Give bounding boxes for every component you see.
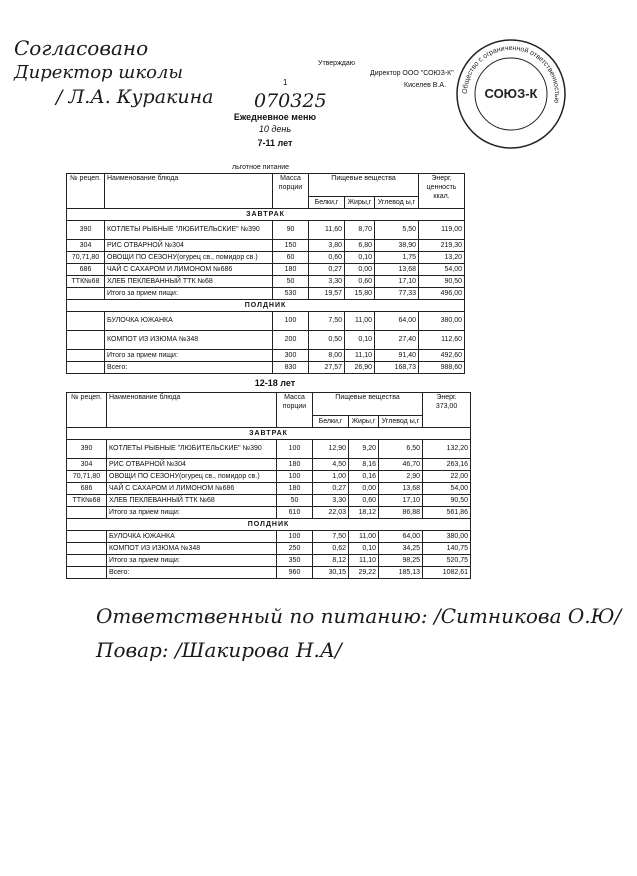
total-carbs: 91,40: [375, 350, 419, 362]
dish-name: ХЛЕБ ПЕКЛЕВАННЫЙ ТТК №68: [105, 276, 273, 288]
recipe-number: ТТК№68: [67, 495, 107, 507]
col-header-energy: Энерг. ценность ккал.: [419, 174, 465, 209]
table-row: [67, 312, 465, 331]
proteins-value: 7,50: [313, 531, 349, 543]
total-carbs: 86,88: [379, 507, 423, 519]
col-header-recipe: № рецеп.: [67, 393, 107, 428]
age-group-1: 7-11 лет: [257, 138, 293, 148]
portion-mass: 200: [273, 331, 309, 350]
recipe-number: [67, 543, 107, 555]
menu-subheading: льготное питание: [232, 164, 290, 171]
table-row: [67, 459, 471, 471]
total-proteins: 19,57: [309, 288, 345, 300]
header-row: [67, 174, 465, 197]
approve-label: Утверждаю: [318, 60, 355, 67]
document-number: 070325: [254, 90, 327, 112]
portion-mass: 180: [277, 483, 313, 495]
total-energy: 492,60: [419, 350, 465, 362]
proteins-value: 12,90: [313, 440, 349, 459]
portion-mass: 50: [277, 495, 313, 507]
total-mass: 610: [277, 507, 313, 519]
total-blank: [67, 362, 105, 374]
stamp-center-text: СОЮЗ-К: [484, 86, 538, 101]
col-header-carbs: Углевод ы,г: [379, 416, 423, 428]
total-fats: 26,90: [345, 362, 375, 374]
total-energy: 561,86: [423, 507, 471, 519]
carbs-value: 13,68: [379, 483, 423, 495]
fats-value: 0,60: [345, 276, 375, 288]
carbs-value: 64,00: [379, 531, 423, 543]
energy-value: 13,20: [419, 252, 465, 264]
total-fats: 15,80: [345, 288, 375, 300]
recipe-number: ТТК№68: [67, 276, 105, 288]
table-row: [67, 471, 471, 483]
proteins-value: 4,50: [313, 459, 349, 471]
proteins-value: 0,62: [313, 543, 349, 555]
recipe-number: 390: [67, 440, 107, 459]
dish-name: ОВОЩИ ПО СЕЗОНУ(огурец св., помидор св.): [107, 471, 277, 483]
header-row: [67, 393, 471, 416]
menu-title: Ежедневное меню: [233, 112, 317, 122]
table-row: [67, 264, 465, 276]
energy-value: 90,50: [423, 495, 471, 507]
total-blank: [67, 288, 105, 300]
signature-responsible: Ответственный по питанию: /Ситникова О.Ю/: [96, 604, 622, 628]
recipe-number: [67, 531, 107, 543]
col-header-mass: Масса порции: [277, 393, 313, 428]
energy-value: 119,00: [419, 221, 465, 240]
dish-name: РИС ОТВАРНОЙ №304: [107, 459, 277, 471]
dish-name: ХЛЕБ ПЕКЛЕВАННЫЙ ТТК №68: [107, 495, 277, 507]
table-row: [67, 276, 465, 288]
recipe-number: 304: [67, 459, 107, 471]
proteins-value: 3,30: [309, 276, 345, 288]
dish-name: БУЛОЧКА ЮЖАНКА: [105, 312, 273, 331]
portion-mass: 180: [273, 264, 309, 276]
portion-mass: 180: [277, 459, 313, 471]
carbs-value: 38,90: [375, 240, 419, 252]
carbs-value: 6,50: [379, 440, 423, 459]
energy-value: 263,16: [423, 459, 471, 471]
table-row: [67, 252, 465, 264]
fats-value: 0,10: [345, 252, 375, 264]
proteins-value: 1,00: [313, 471, 349, 483]
table-row: [67, 440, 471, 459]
proteins-value: 3,80: [309, 240, 345, 252]
carbs-value: 27,40: [375, 331, 419, 350]
dish-name: КОМПОТ ИЗ ИЗЮМА №348: [107, 543, 277, 555]
table-row: [67, 331, 465, 350]
col-header-energy: Энерг. 373,00: [423, 393, 471, 428]
grand-total-row: [67, 362, 465, 374]
total-proteins: 8,00: [309, 350, 345, 362]
section-breakfast: [67, 209, 465, 221]
signature-cook: Повар: /Шакирова Н.А/: [96, 638, 342, 662]
table-row: [67, 221, 465, 240]
total-label: Всего:: [105, 362, 273, 374]
energy-value: 112,60: [419, 331, 465, 350]
total-proteins: 22,03: [313, 507, 349, 519]
menu-table-7-11: [66, 173, 465, 374]
section-breakfast: [67, 428, 471, 440]
recipe-number: [67, 312, 105, 331]
fats-value: 0,16: [349, 471, 379, 483]
energy-value: 132,20: [423, 440, 471, 459]
recipe-number: 304: [67, 240, 105, 252]
portion-mass: 50: [273, 276, 309, 288]
portion-mass: 250: [277, 543, 313, 555]
total-label: Итого за прием пищи:: [107, 555, 277, 567]
total-fats: 29,22: [349, 567, 379, 579]
total-carbs: 185,13: [379, 567, 423, 579]
section-snack-label: ПОЛДНИК: [67, 300, 465, 312]
total-mass: 960: [277, 567, 313, 579]
section-breakfast-label: ЗАВТРАК: [67, 209, 465, 221]
fats-value: 8,70: [345, 221, 375, 240]
total-fats: 18,12: [349, 507, 379, 519]
portion-mass: 60: [273, 252, 309, 264]
recipe-number: 686: [67, 264, 105, 276]
total-blank: [67, 555, 107, 567]
energy-value: 54,00: [423, 483, 471, 495]
col-header-dish: Наименование блюда: [107, 393, 277, 428]
total-blank: [67, 350, 105, 362]
col-header-recipe: № рецеп.: [67, 174, 105, 209]
col-header-nutrients: Пищевые вещества: [309, 174, 419, 197]
table-row: [67, 531, 471, 543]
col-header-fats: Жиры,г: [345, 197, 375, 209]
snack-total-row: [67, 350, 465, 362]
total-mass: 300: [273, 350, 309, 362]
menu-table-12-18: [66, 392, 471, 579]
fats-value: 0,00: [349, 483, 379, 495]
total-proteins: 8,12: [313, 555, 349, 567]
total-carbs: 77,33: [375, 288, 419, 300]
total-blank: [67, 567, 107, 579]
total-mass: 350: [277, 555, 313, 567]
dish-name: ЧАЙ С САХАРОМ И ЛИМОНОМ №686: [105, 264, 273, 276]
proteins-value: 0,50: [309, 331, 345, 350]
recipe-number: [67, 331, 105, 350]
total-energy: 496,00: [419, 288, 465, 300]
recipe-number: 390: [67, 221, 105, 240]
table-row: [67, 543, 471, 555]
fats-value: 11,00: [345, 312, 375, 331]
carbs-value: 13,68: [375, 264, 419, 276]
dish-name: ЧАЙ С САХАРОМ И ЛИМОНОМ №686: [107, 483, 277, 495]
snack-total-row: [67, 555, 471, 567]
dish-name: ОВОЩИ ПО СЕЗОНУ(огурец св., помидор св.): [105, 252, 273, 264]
proteins-value: 7,50: [309, 312, 345, 331]
proteins-value: 3,30: [313, 495, 349, 507]
col-header-fats: Жиры,г: [349, 416, 379, 428]
portion-mass: 150: [273, 240, 309, 252]
carbs-value: 64,00: [375, 312, 419, 331]
total-mass: 830: [273, 362, 309, 374]
col-header-proteins: Белки,г: [309, 197, 345, 209]
total-proteins: 30,15: [313, 567, 349, 579]
approve-name: Киселев В.А.: [404, 82, 447, 89]
recipe-number: 70,71,80: [67, 471, 107, 483]
dish-name: КОМПОТ ИЗ ИЗЮМА №348: [105, 331, 273, 350]
total-proteins: 27,57: [309, 362, 345, 374]
dish-name: КОТЛЕТЫ РЫБНЫЕ "ЛЮБИТЕЛЬСКИЕ" №390: [107, 440, 277, 459]
fats-value: 0,10: [345, 331, 375, 350]
carbs-value: 1,75: [375, 252, 419, 264]
carbs-value: 17,10: [379, 495, 423, 507]
fats-value: 6,80: [345, 240, 375, 252]
dish-name: БУЛОЧКА ЮЖАНКА: [107, 531, 277, 543]
age-group-2: 12-18 лет: [254, 378, 296, 388]
proteins-value: 0,60: [309, 252, 345, 264]
proteins-value: 0,27: [309, 264, 345, 276]
recipe-number: 70,71,80: [67, 252, 105, 264]
portion-mass: 100: [277, 531, 313, 543]
total-label: Итого за прием пищи:: [105, 350, 273, 362]
fats-value: 0,60: [349, 495, 379, 507]
col-header-proteins: Белки,г: [313, 416, 349, 428]
menu-day: 10 день: [258, 124, 292, 134]
total-mass: 530: [273, 288, 309, 300]
col-header-nutrients: Пищевые вещества: [313, 393, 423, 416]
approval-line-1: Согласовано: [14, 36, 149, 60]
total-energy: 1082,61: [423, 567, 471, 579]
total-fats: 11,10: [345, 350, 375, 362]
portion-mass: 100: [277, 440, 313, 459]
breakfast-total-row: [67, 288, 465, 300]
page-number: 1: [283, 78, 288, 87]
total-label: Итого за прием пищи:: [105, 288, 273, 300]
energy-value: 380,00: [423, 531, 471, 543]
energy-value: 140,75: [423, 543, 471, 555]
breakfast-total-row: [67, 507, 471, 519]
fats-value: 0,10: [349, 543, 379, 555]
col-header-carbs: Углевод ы,г: [375, 197, 419, 209]
carbs-value: 2,90: [379, 471, 423, 483]
table-row: [67, 240, 465, 252]
grand-total-row: [67, 567, 471, 579]
recipe-number: 686: [67, 483, 107, 495]
stamp-ring-text: Общество с ограниченной ответственностью: [461, 44, 561, 104]
dish-name: КОТЛЕТЫ РЫБНЫЕ "ЛЮБИТЕЛЬСКИЕ" №390: [105, 221, 273, 240]
portion-mass: 100: [273, 312, 309, 331]
energy-value: 54,00: [419, 264, 465, 276]
total-carbs: 98,25: [379, 555, 423, 567]
col-header-dish: Наименование блюда: [105, 174, 273, 209]
portion-mass: 100: [277, 471, 313, 483]
proteins-value: 11,60: [309, 221, 345, 240]
section-snack: [67, 519, 471, 531]
fats-value: 9,20: [349, 440, 379, 459]
fats-value: 0,00: [345, 264, 375, 276]
table-row: [67, 483, 471, 495]
dish-name: РИС ОТВАРНОЙ №304: [105, 240, 273, 252]
section-snack: [67, 300, 465, 312]
total-label: Итого за прием пищи:: [107, 507, 277, 519]
carbs-value: 17,10: [375, 276, 419, 288]
company-stamp: [455, 38, 567, 150]
table-row: [67, 495, 471, 507]
energy-value: 90,50: [419, 276, 465, 288]
col-header-mass: Масса порции: [273, 174, 309, 209]
total-fats: 11,10: [349, 555, 379, 567]
section-snack-label: ПОЛДНИК: [67, 519, 471, 531]
proteins-value: 0,27: [313, 483, 349, 495]
total-energy: 520,75: [423, 555, 471, 567]
energy-value: 22,00: [423, 471, 471, 483]
total-carbs: 168,73: [375, 362, 419, 374]
approval-line-2: Директор школы: [14, 62, 184, 83]
carbs-value: 34,25: [379, 543, 423, 555]
total-blank: [67, 507, 107, 519]
total-energy: 988,60: [419, 362, 465, 374]
energy-value: 380,00: [419, 312, 465, 331]
fats-value: 8,16: [349, 459, 379, 471]
carbs-value: 46,70: [379, 459, 423, 471]
total-label: Всего:: [107, 567, 277, 579]
fats-value: 11,00: [349, 531, 379, 543]
portion-mass: 90: [273, 221, 309, 240]
approve-director: Директор ООО "СОЮЗ-К": [370, 70, 454, 77]
section-breakfast-label: ЗАВТРАК: [67, 428, 471, 440]
approval-line-3: / Л.А. Куракина: [56, 86, 214, 108]
energy-value: 219,30: [419, 240, 465, 252]
carbs-value: 5,50: [375, 221, 419, 240]
